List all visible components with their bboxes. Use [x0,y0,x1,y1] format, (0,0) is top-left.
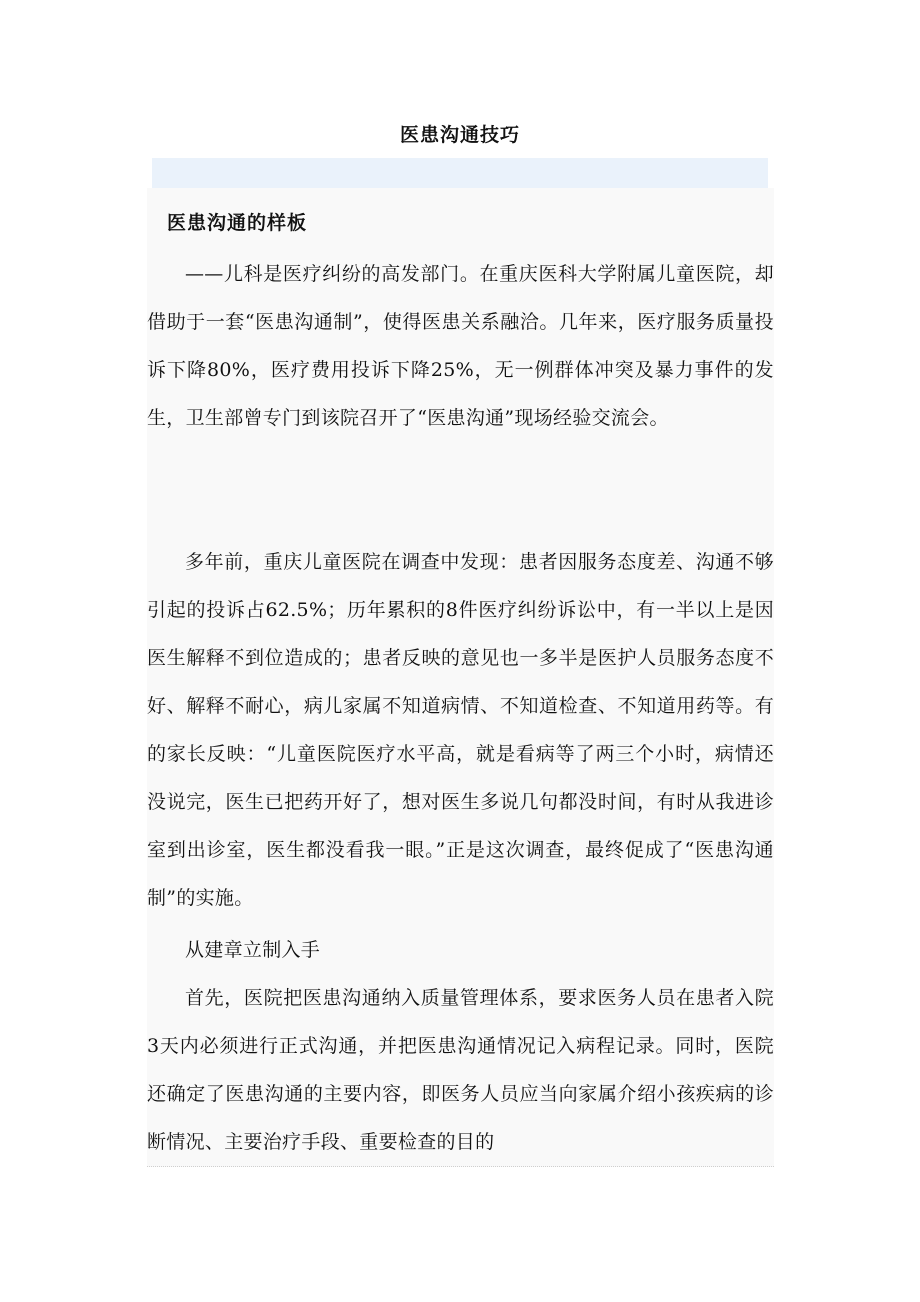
article-subtitle: 医患沟通的样板 [167,212,308,234]
paragraph-rules: 首先，医院把医患沟通纳入质量管理体系，要求医务人员在患者入院3天内必须进行正式沟通，并把医患沟通情况记入病程记录。同时，医院还确定了医患沟通的主要内容，即医务人员应当向家属介绍小孩疾病的诊断情况、主要治疗手段、重要检查的目的 [147,987,774,1153]
header-band [152,158,768,188]
section-heading-rules: 从建章立制入手 [185,939,321,961]
document-title: 医患沟通技巧 [399,124,520,146]
paragraph-intro: ——儿科是医疗纠纷的高发部门。在重庆医科大学附属儿童医院，却借助于一套“医患沟通制”，使得医患关系融洽。几年来，医疗服务质量投诉下降80%，医疗费用投诉下降25%，无一例群体冲突及暴力事件的发生，卫生部曾专门到该院召开了“医患沟通”现场经验交流会。 [147,263,774,429]
article-body [147,188,774,1167]
paragraph-survey: 多年前，重庆儿童医院在调查中发现：患者因服务态度差、沟通不够引起的投诉占62.5%；历年累积的8件医疗纠纷诉讼中，有一半以上是因医生解释不到位造成的；患者反映的意见也一多半是医护人员服务态度不好、解释不耐心，病儿家属不知道病情、不知道检查、不知道用药等。有的家长反映：“儿童医院医疗水平高，就是看病等了两三个小时，病情还没说完，医生已把药开好了，想对医生多说几句都没时间，有时从我进诊室到出诊室，医生都没看我一眼。”正是这次调查，最终促成了“医患沟通制”的实施。 [147,551,774,909]
